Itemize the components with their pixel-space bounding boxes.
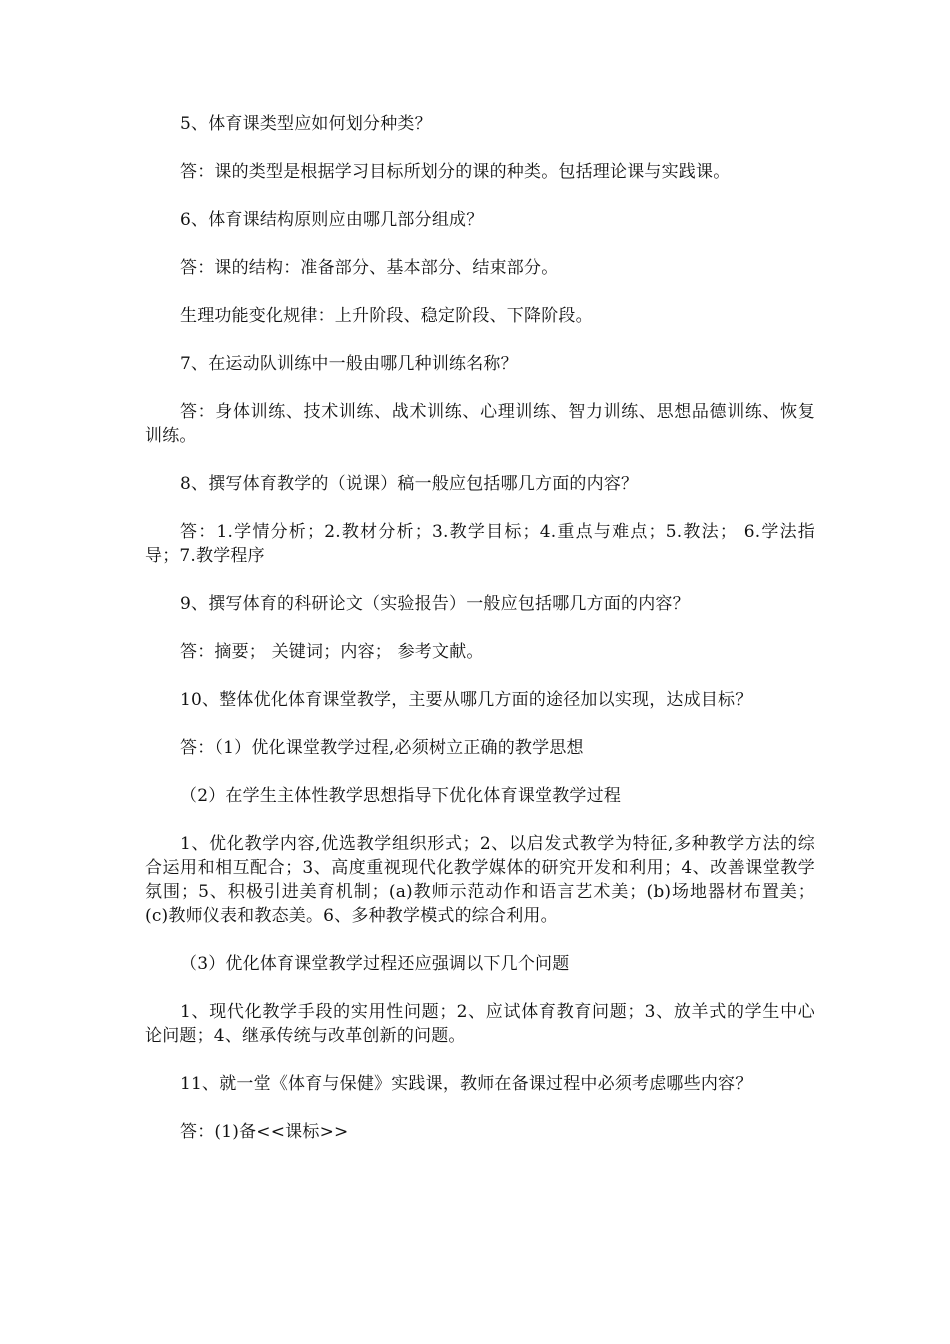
answer-11: 答：(1)备<<课标>>	[180, 1122, 349, 1142]
paragraph-gap	[145, 376, 815, 400]
paragraph-gap	[145, 1048, 815, 1072]
answer-9: 答：摘要； 关键词；内容； 参考文献。	[180, 642, 484, 662]
document-body	[145, 112, 815, 1144]
question-6: 6、体育课结构原则应由哪几部分组成？	[180, 210, 484, 230]
paragraph-gap	[145, 280, 815, 304]
paragraph-gap	[145, 976, 815, 1000]
question-8: 8、撰写体育教学的（说课）稿一般应包括哪几方面的内容？	[180, 474, 639, 494]
paragraph-gap	[145, 184, 815, 208]
paragraph-gap	[145, 448, 815, 472]
paragraph-gap	[145, 664, 815, 688]
answer-10-part-2-detail: 1、优化教学内容,优选教学组织形式；2、以启发式教学为特征,多种教学方法的综合运用和相互配合；3、高度重视现代化教学媒体的研究开发和利用；4、改善课堂教学氛围；5、积极引进美育机制；(a)教师示范动作和语言艺术美；(b)场地器材布置美； (c)教师仪表和教态美。6、多种教学模式的综合利用。	[145, 834, 815, 926]
answer-10-part-3: （3）优化体育课堂教学过程还应强调以下几个问题	[180, 954, 570, 974]
paragraph-gap	[145, 616, 815, 640]
question-9: 9、撰写体育的科研论文（实验报告）一般应包括哪几方面的内容？	[180, 594, 690, 614]
answer-6-note: 生理功能变化规律：上升阶段、稳定阶段、下降阶段。	[180, 306, 593, 326]
paragraph-gap	[145, 928, 815, 952]
paragraph-gap	[145, 760, 815, 784]
answer-8: 答：1.学情分析；2.教材分析；3.教学目标；4.重点与难点；5.教法； 6.学法指导；7.教学程序	[145, 522, 815, 566]
answer-5: 答：课的类型是根据学习目标所划分的课的种类。包括理论课与实践课。	[180, 162, 731, 182]
paragraph-gap	[145, 1096, 815, 1120]
paragraph-gap	[145, 568, 815, 592]
answer-10-part-2: （2）在学生主体性教学思想指导下优化体育课堂教学过程	[180, 786, 622, 806]
paragraph-gap	[145, 496, 815, 520]
paragraph-gap	[145, 808, 815, 832]
question-10: 10、整体优化体育课堂教学，主要从哪几方面的途径加以实现，达成目标？	[180, 690, 753, 710]
answer-10-part-3-detail: 1、现代化教学手段的实用性问题；2、应试体育教育问题；3、放羊式的学生中心论问题；4、继承传统与改革创新的问题。	[145, 1002, 815, 1046]
answer-6: 答：课的结构：准备部分、基本部分、结束部分。	[180, 258, 559, 278]
paragraph-gap	[145, 136, 815, 160]
question-5: 5、体育课类型应如何划分种类？	[180, 114, 432, 134]
paragraph-gap	[145, 232, 815, 256]
question-11: 11、就一堂《体育与保健》实践课，教师在备课过程中必须考虑哪些内容？	[180, 1074, 753, 1094]
answer-7: 答：身体训练、技术训练、战术训练、心理训练、智力训练、思想品德训练、恢复训练。	[145, 402, 815, 446]
answer-10-part-1: 答：（1）优化课堂教学过程,必须树立正确的教学思想	[180, 738, 584, 758]
question-7: 7、在运动队训练中一般由哪几种训练名称？	[180, 354, 518, 374]
paragraph-gap	[145, 712, 815, 736]
paragraph-gap	[145, 328, 815, 352]
